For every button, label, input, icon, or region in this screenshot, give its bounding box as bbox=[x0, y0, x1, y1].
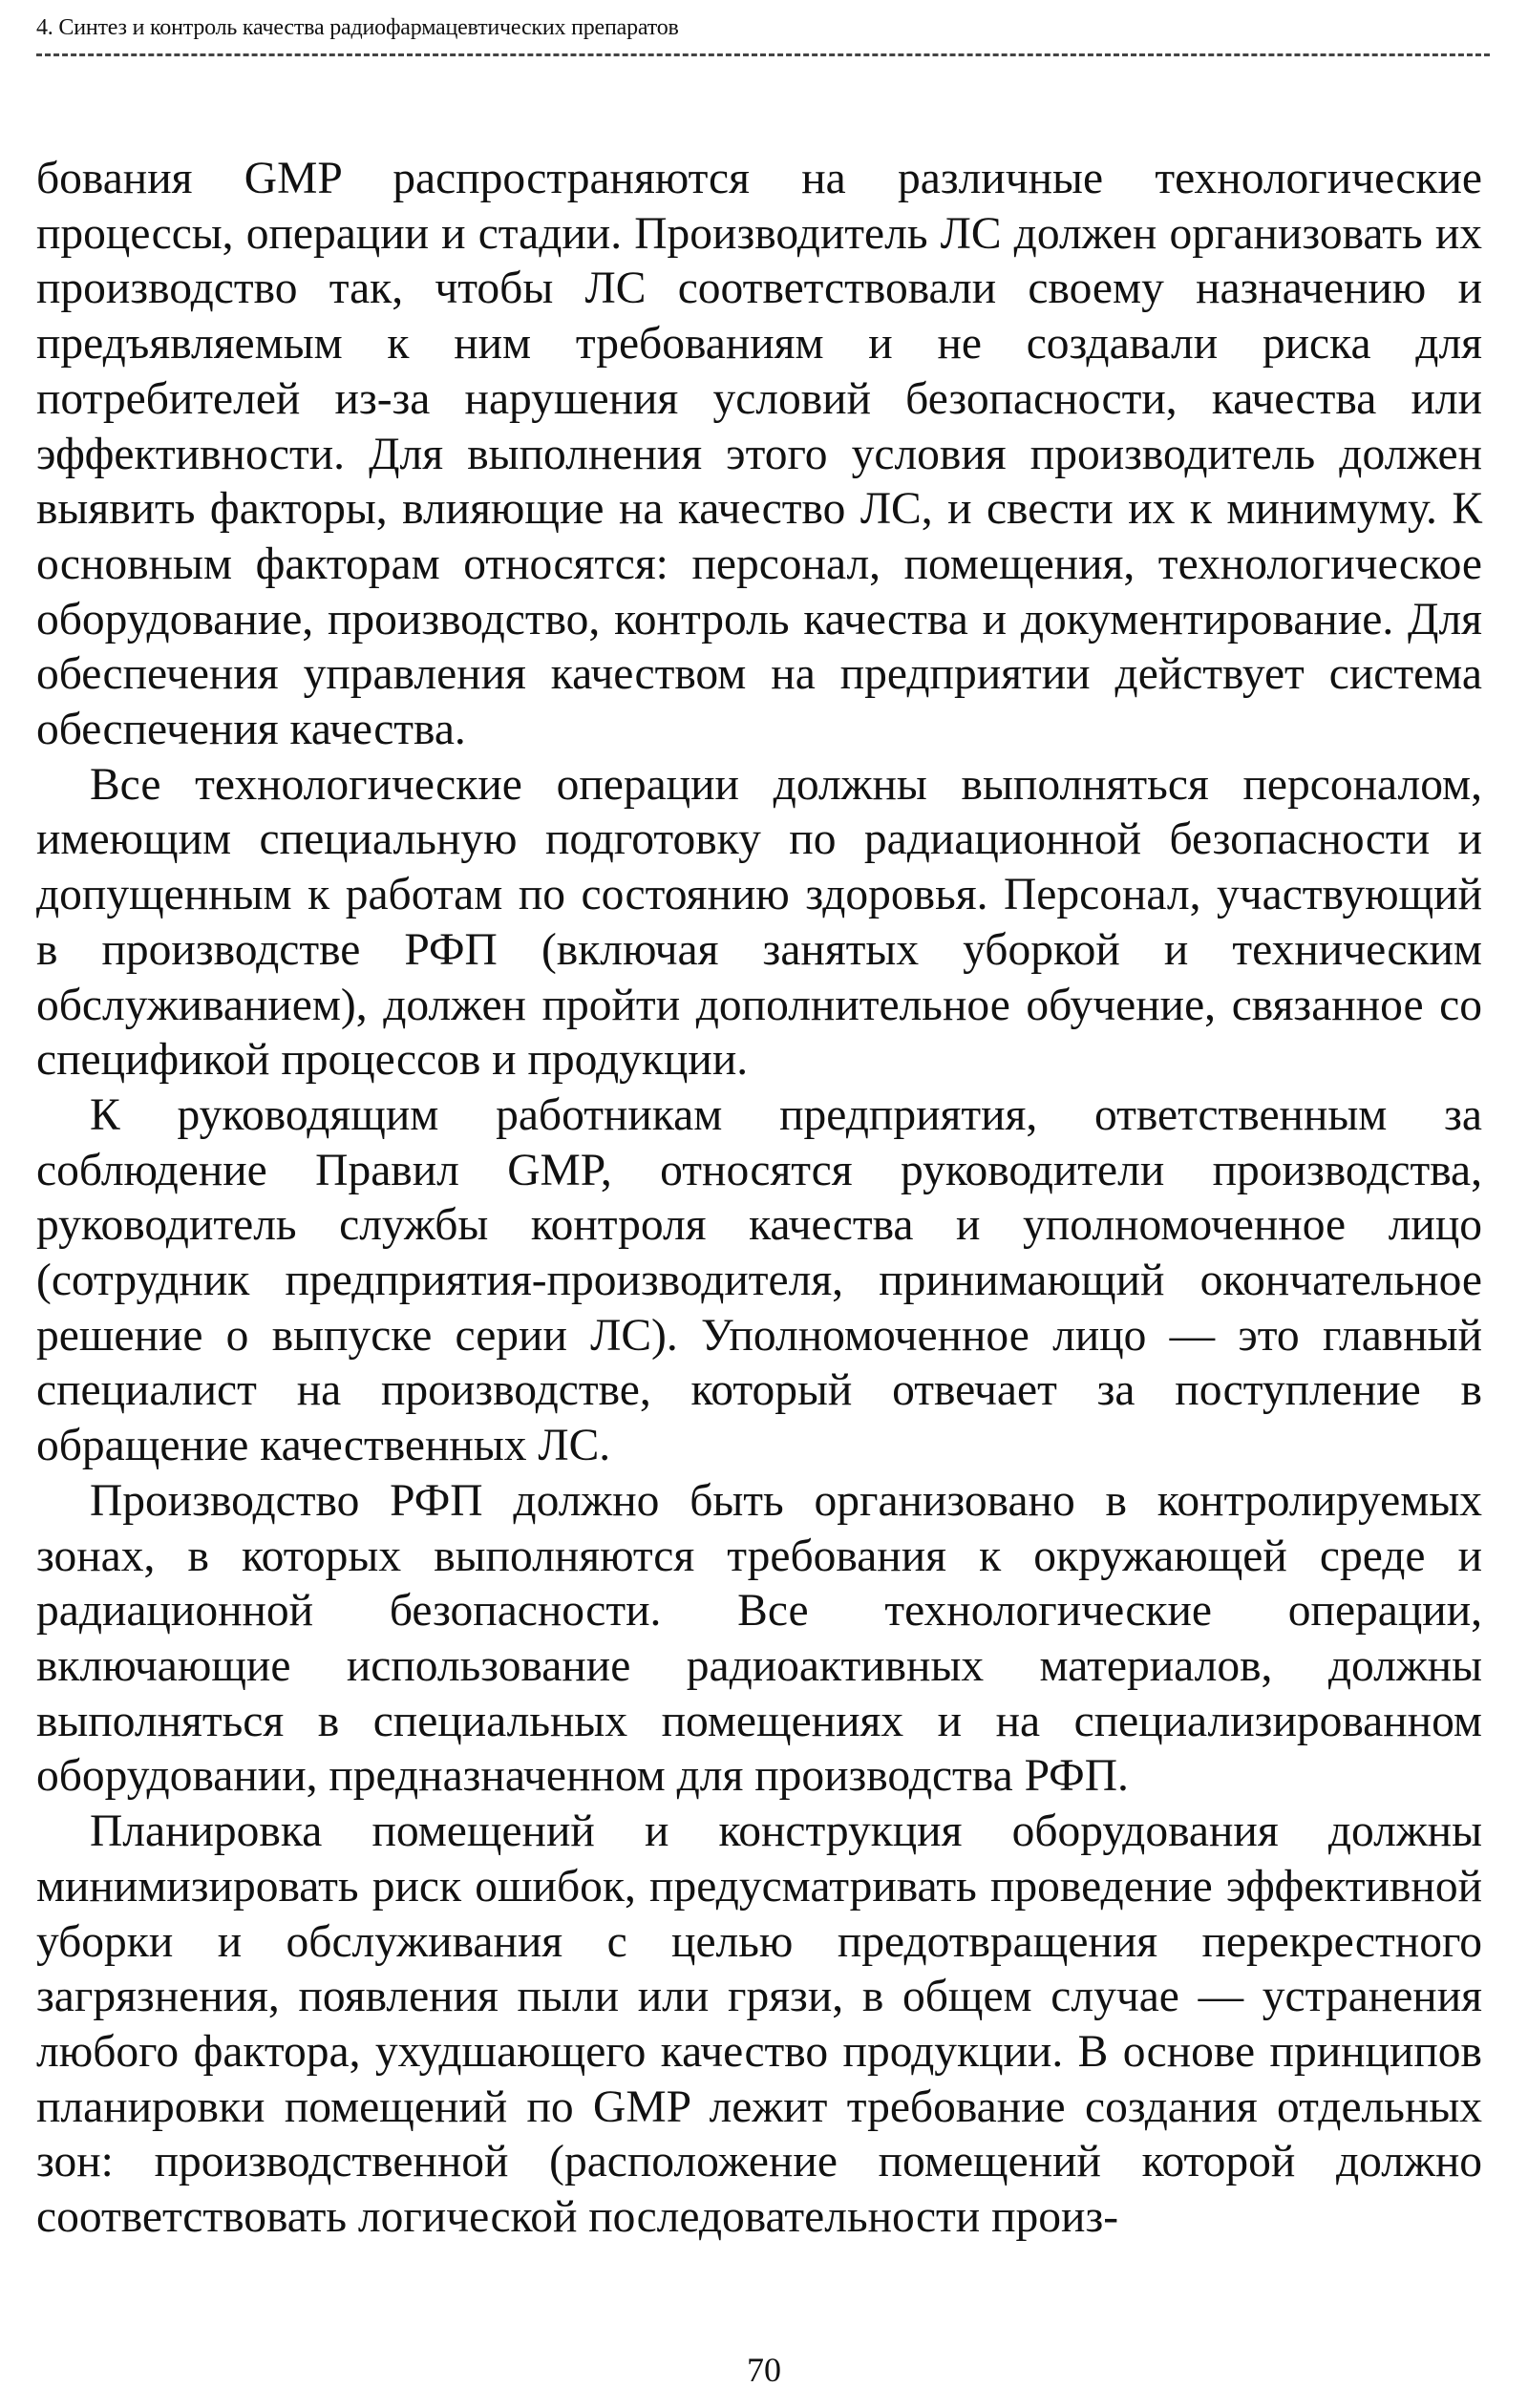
paragraph-4: Производство РФП должно быть организовано в контролируемых зонах, в которых выполняются требования к окружающей среде и радиационной безопасности. Все технологические операции, включающие использование радиоактивных материалов, должны выполняться в специальных помещениях и на специализированном оборудовании, предназначенном для производства РФП. bbox=[36, 1475, 1482, 1802]
paragraph-5: Планировка помещений и конструкция оборудования должны минимизировать риск ошибок, предусматривать проведение эффективной уборки и обслуживания с целью предотвращения перекрестного загрязнения, появления пыли или грязи, в общем случае — устранения любого фактора, ухудшающего качество продукции. В основе принципов планировки помещений по GMP лежит требование создания отдельных зон: производственной (расположение помещений которой должно соответствовать логической последовательности произ- bbox=[36, 1806, 1482, 2243]
running-header bbox=[36, 13, 1490, 56]
running-header-title: 4. Синтез и контроль качества радиофармацевтических препаратов bbox=[36, 15, 679, 40]
paragraph-1: бования GMP распространяются на различные технологические процессы, операции и стадии. Производитель ЛС должен организовать их производство так, чтобы ЛС соответствовали своему назначению и предъявляемым к ним требованиям и не создавали риска для потребителей из-за нарушения условий безопасности, качества или эффективности. Для выполнения этого условия производитель должен выявить факторы, влияющие на качество ЛС, и свести их к минимуму. К основным факторам относятся: персонал, помещения, технологическое оборудование, производство, контроль качества и документирование. Для обеспечения управления качеством на предприятии действует система обеспечения качества. bbox=[36, 154, 1482, 755]
text-body bbox=[36, 152, 1482, 2246]
page-number: 70 bbox=[747, 2351, 781, 2389]
paragraph-3: К руководящим работникам предприятия, ответственным за соблюдение Правил GMP, относятся руководители производства, руководитель службы контроля качества и уполномоченное лицо (сотрудник предприятия-производителя, принимающий окончательное решение о выпуске серии ЛС). Уполномоченное лицо — это главный специалист на производстве, который отвечает за поступление в обращение качественных ЛС. bbox=[36, 1089, 1482, 1471]
paragraph-2: Все технологические операции должны выполняться персоналом, имеющим специальную подготовку по радиационной безопасности и допущенным к работам по состоянию здоровья. Персонал, участвующий в производстве РФП (включая занятых уборкой и техническим обслуживанием), должен пройти дополнительное обучение, связанное со спецификой процессов и продукции. bbox=[36, 759, 1482, 1086]
